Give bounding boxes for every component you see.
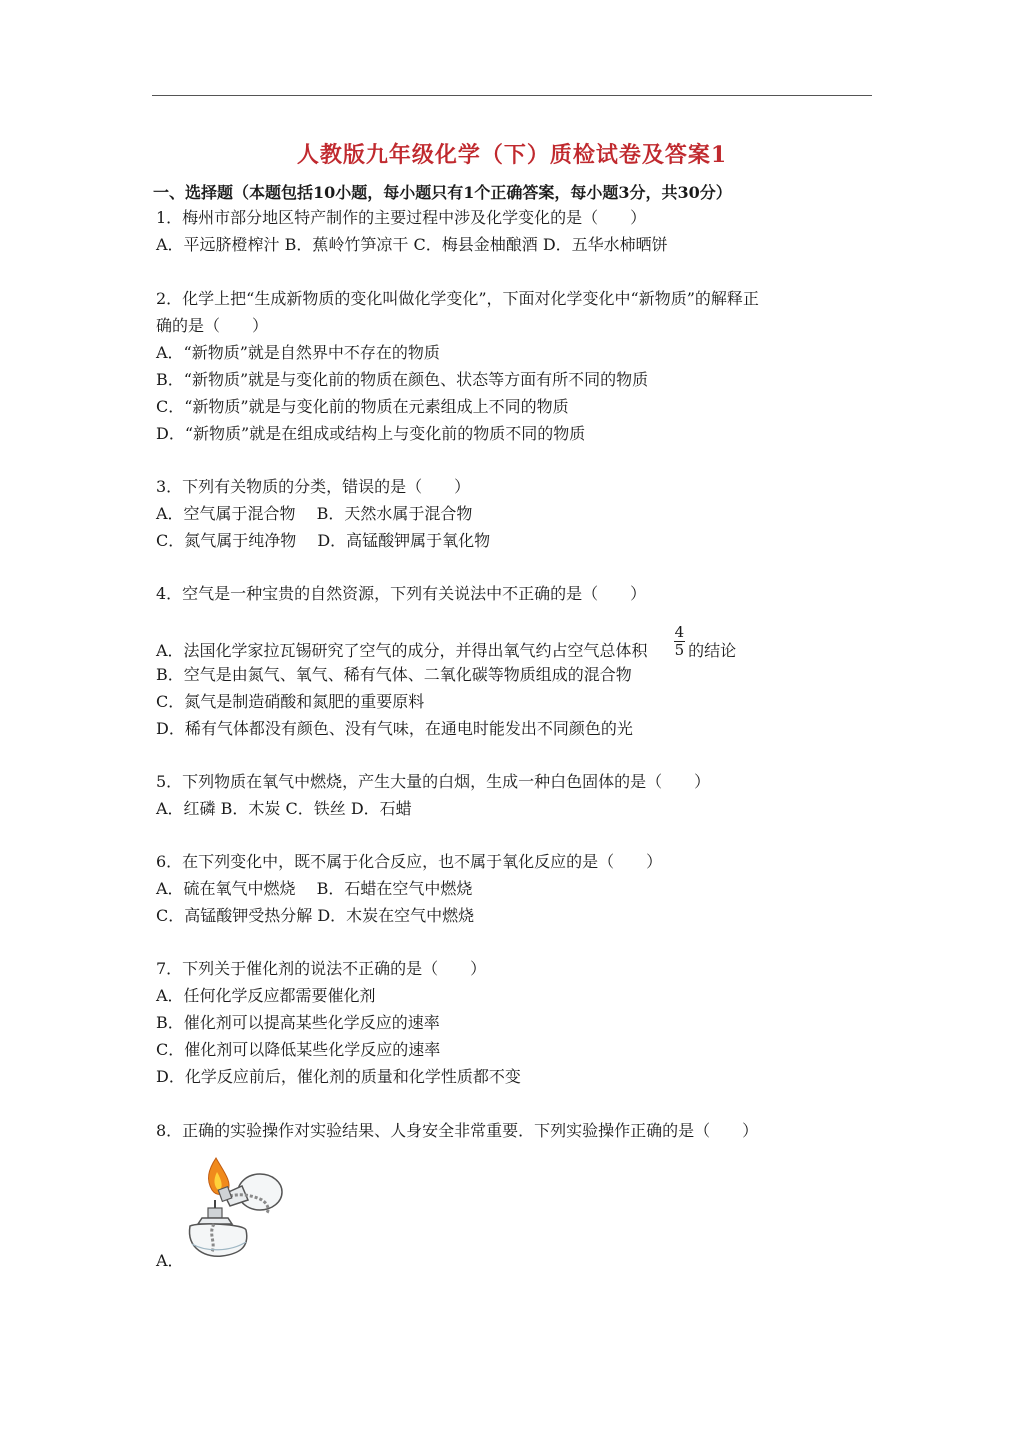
question-6	[156, 848, 876, 929]
question-5	[156, 768, 876, 822]
page-title: 人教版九年级化学（下）质检试卷及答案1	[296, 142, 728, 168]
option-d: D．“新物质”就是在组成或结构上与变化前的物质不同的物质	[156, 424, 586, 443]
section-heading: 一、选择题（本题包括10小题，每小题只有1个正确答案，每小题3分，共30分）	[153, 183, 732, 202]
option-b: B．“新物质”就是与变化前的物质在颜色、状态等方面有所不同的物质	[156, 370, 649, 389]
options-line: A．红磷 B．木炭 C．铁丝 D．石蜡	[156, 799, 412, 818]
question-text: 3．下列有关物质的分类，错误的是（ ）	[156, 477, 471, 496]
question-text-cont: 确的是（ ）	[156, 316, 269, 335]
option-a-text: A．法国化学家拉瓦锡研究了空气的成分，并得出氧气约占空气总体积	[156, 641, 648, 660]
options-line: A．平远脐橙榨汁 B．蕉岭竹笋凉干 C．梅县金柚酿酒 D．五华水柿晒饼	[156, 235, 668, 254]
question-text: 7．下列关于催化剂的说法不正确的是（ ）	[156, 959, 487, 978]
fraction-numerator: 4	[674, 623, 685, 641]
fraction-denominator: 5	[674, 641, 685, 659]
option-b: B．催化剂可以提高某些化学反应的速率	[156, 1013, 440, 1032]
question-text: 1．梅州市部分地区特产制作的主要过程中涉及化学变化的是（ ）	[156, 208, 647, 227]
options-line: A．硫在氧气中燃烧 B．石蜡在空气中燃烧	[156, 879, 473, 898]
question-8	[156, 1117, 876, 1144]
question-text: 5．下列物质在氧气中燃烧，产生大量的白烟，生成一种白色固体的是（ ）	[156, 772, 711, 791]
question-2	[156, 285, 876, 447]
question-text: 2．化学上把“生成新物质的变化叫做化学变化”，下面对化学变化中“新物质”的解释正	[156, 289, 759, 308]
option-c: C．催化剂可以降低某些化学反应的速率	[156, 1040, 441, 1059]
question-7	[156, 955, 876, 1090]
option-a	[156, 623, 876, 661]
question-text: 4．空气是一种宝贵的自然资源，下列有关说法中不正确的是（ ）	[156, 584, 647, 603]
option-a-label: A．	[156, 1251, 184, 1270]
fraction	[674, 624, 686, 659]
option-b: B．空气是由氮气、氧气、稀有气体、二氧化碳等物质组成的混合物	[156, 665, 632, 684]
option-a: A．“新物质”就是自然界中不存在的物质	[156, 343, 440, 362]
option-c: C．氮气是制造硝酸和氮肥的重要原料	[156, 692, 425, 711]
question-3	[156, 473, 876, 554]
options-line: C．高锰酸钾受热分解 D．木炭在空气中燃烧	[156, 906, 475, 925]
option-a-suffix: 的结论	[688, 641, 737, 660]
option-d: D．稀有气体都没有颜色、没有气味，在通电时能发出不同颜色的光	[156, 719, 633, 738]
option-c: C．“新物质”就是与变化前的物质在元素组成上不同的物质	[156, 397, 569, 416]
header-rule	[152, 95, 872, 96]
question-8-options	[156, 1247, 876, 1274]
option-d: D．化学反应前后，催化剂的质量和化学性质都不变	[156, 1067, 521, 1086]
question-1	[156, 204, 876, 258]
option-a: A．任何化学反应都需要催化剂	[156, 986, 376, 1005]
question-text: 8．正确的实验操作对实验结果、人身安全非常重要．下列实验操作正确的是（ ）	[156, 1121, 759, 1140]
question-4	[156, 580, 876, 742]
question-text: 6．在下列变化中，既不属于化合反应，也不属于氧化反应的是（ ）	[156, 852, 663, 871]
options-line: A．空气属于混合物 B．天然水属于混合物	[156, 504, 473, 523]
options-line: C．氮气属于纯净物 D．高锰酸钾属于氧化物	[156, 531, 491, 550]
alcohol-lamp-illustration	[178, 1150, 288, 1260]
